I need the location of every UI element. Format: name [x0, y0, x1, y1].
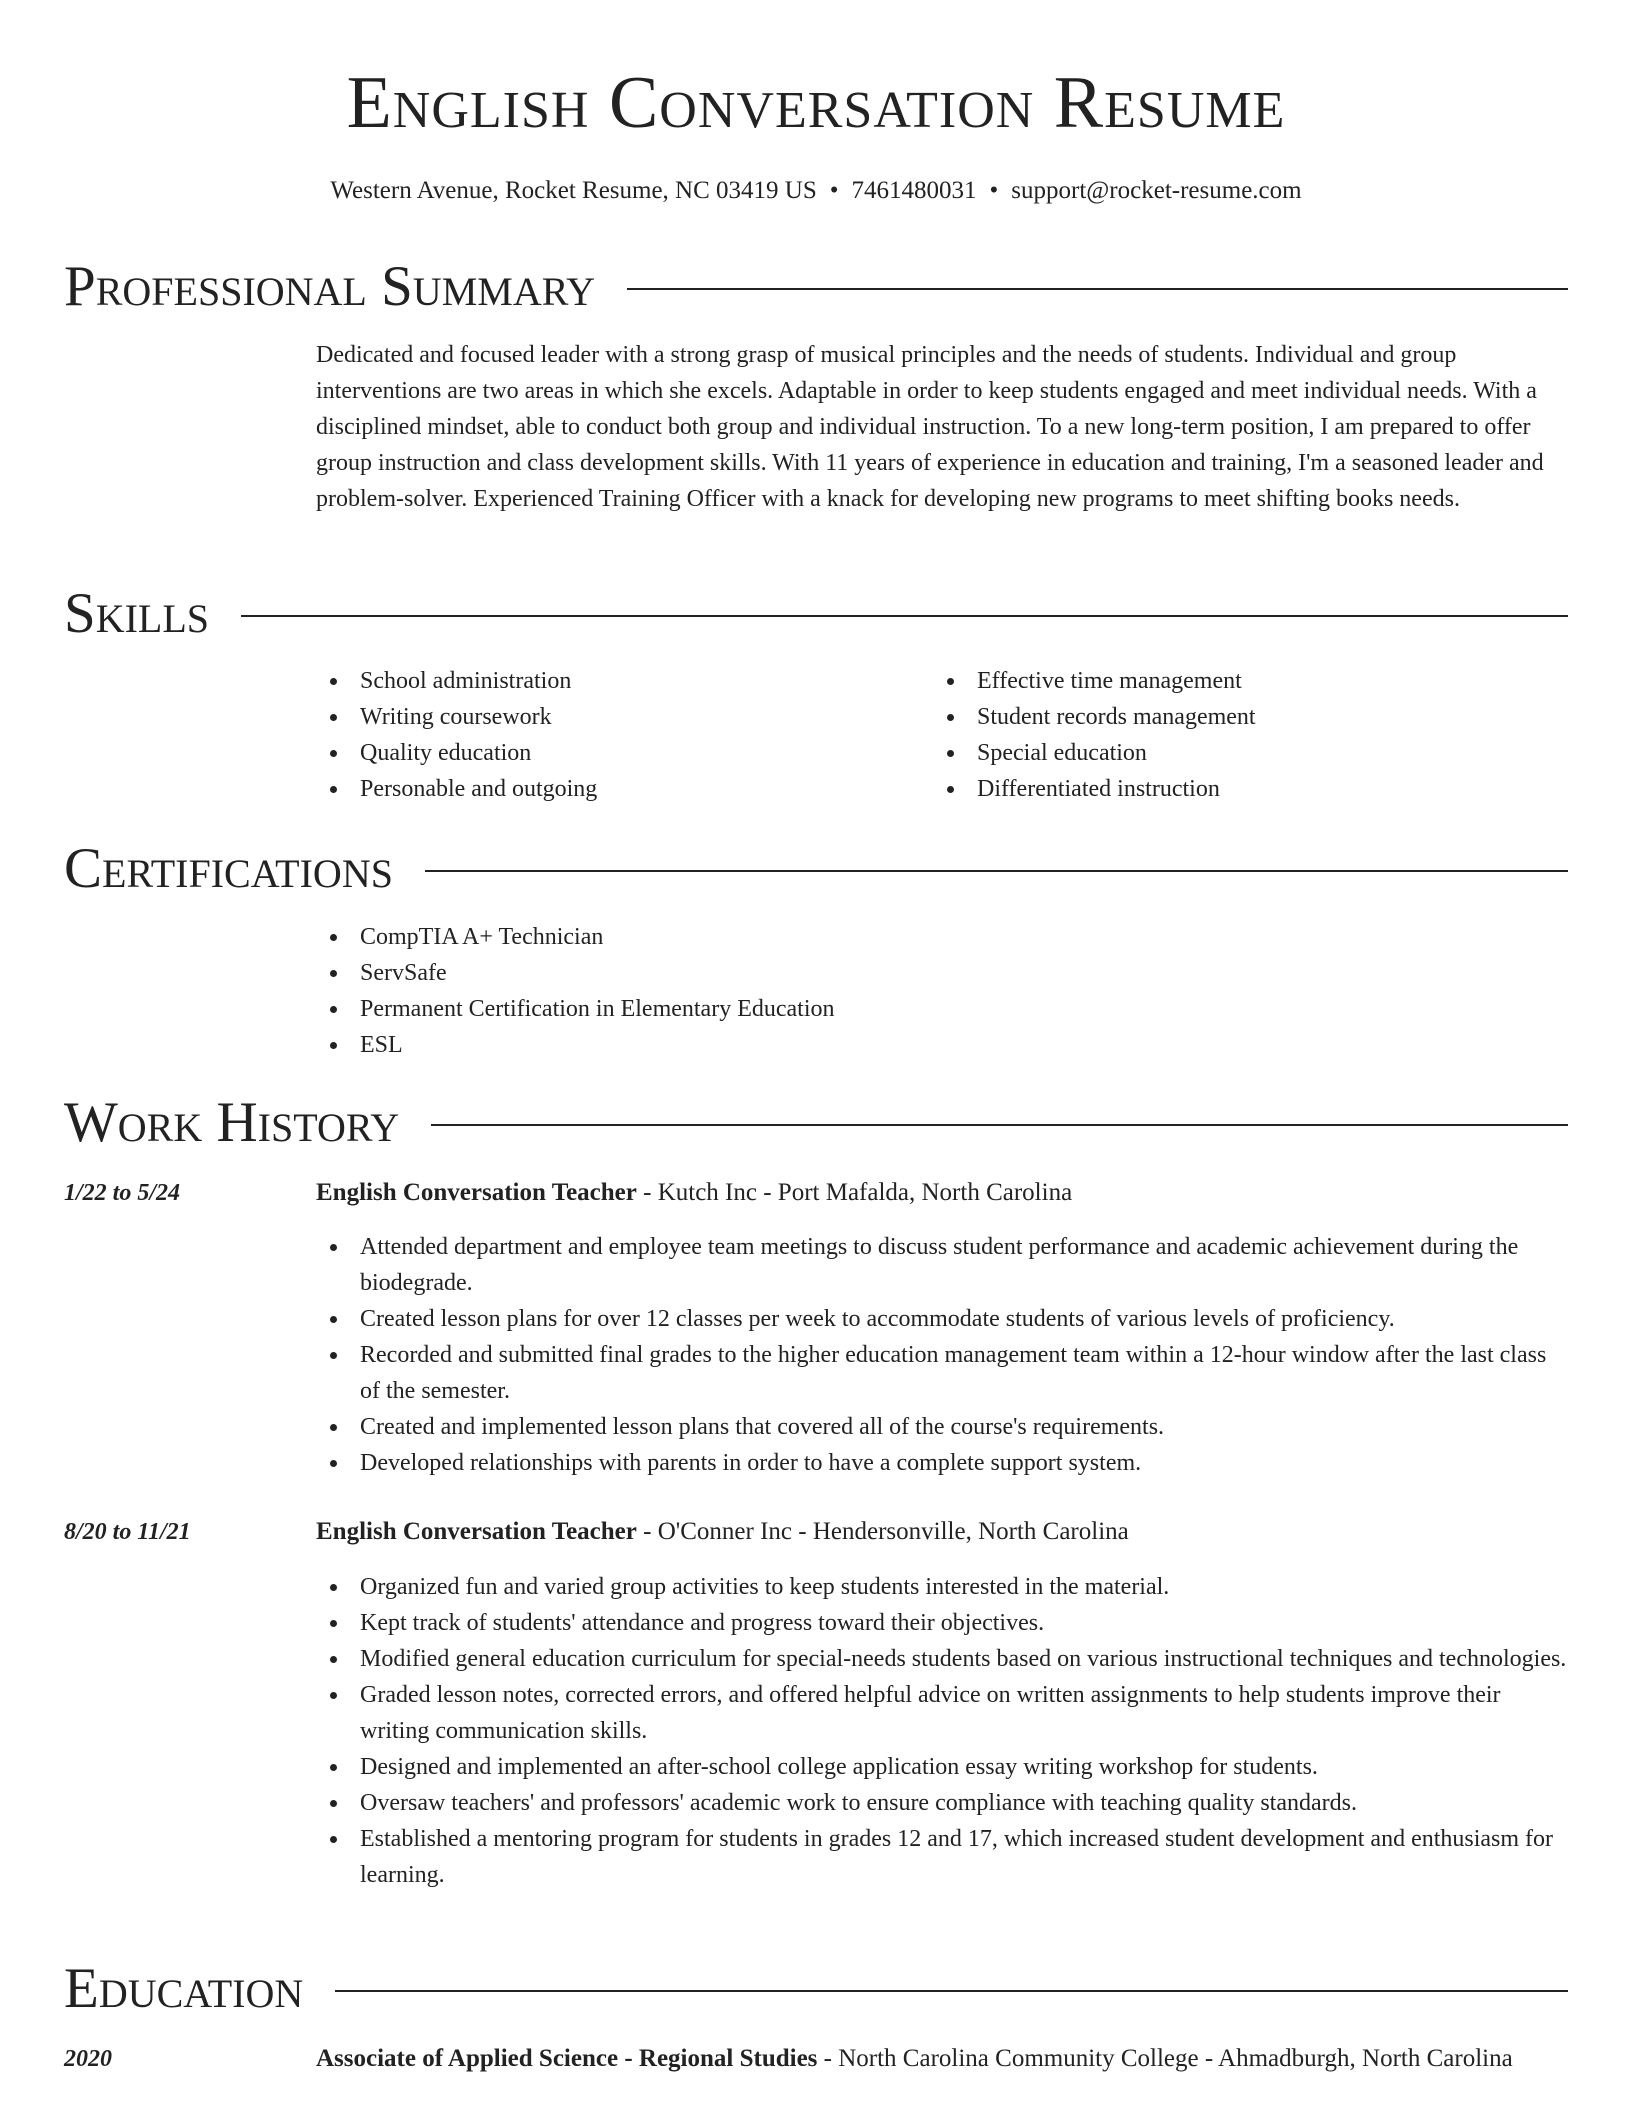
skill-item: Differentiated instruction: [933, 771, 1550, 807]
job-employer: - O'Conner Inc - Hendersonville, North Carolina: [636, 1518, 1129, 1545]
job-duty-item: Oversaw teachers' and professors' academic work to ensure compliance with teaching quality standards.: [316, 1785, 1568, 1821]
job-duty-item: Recorded and submitted final grades to the higher education management team within a 12-hour window after the last class of the semester.: [316, 1337, 1568, 1409]
skills-section-header: [64, 582, 1568, 646]
contact-separator: •: [829, 177, 839, 204]
skill-item: School administration: [316, 663, 933, 699]
education-year: 2020: [64, 2046, 112, 2072]
certification-item: Permanent Certification in Elementary Education: [316, 991, 1568, 1027]
education-school: - North Carolina Community College - Ahmadburgh, North Carolina: [817, 2045, 1513, 2072]
skill-item: Effective time management: [933, 663, 1550, 699]
certification-item: ESL: [316, 1027, 1568, 1063]
job-heading: [316, 1175, 1568, 1211]
resume-name: English Conversation Resume: [346, 62, 1286, 144]
skill-item: Student records management: [933, 699, 1550, 735]
skills-heading: Skills: [64, 582, 210, 645]
job-duties: [316, 1569, 1568, 1893]
job-dates: 1/22 to 5/24: [64, 1180, 181, 1206]
section-divider: [627, 288, 1568, 290]
work-heading: Work History: [64, 1091, 400, 1154]
work-section-header: [64, 1091, 1568, 1155]
job-heading: [316, 1514, 1568, 1550]
job-duty-item: Attended department and employee team meetings to discuss student performance and academic achievement during the biodegrade.: [316, 1229, 1568, 1301]
job-duty-item: Modified general education curriculum for special-needs students based on various instructional techniques and technologies.: [316, 1641, 1568, 1677]
skill-item: Special education: [933, 735, 1550, 771]
job-duty-item: Designed and implemented an after-school college application essay writing workshop for students.: [316, 1749, 1568, 1785]
job-duty-item: Kept track of students' attendance and progress toward their objectives.: [316, 1605, 1568, 1641]
contact-address: Western Avenue, Rocket Resume, NC 03419 US: [330, 177, 817, 204]
contact-line: [0, 174, 1632, 208]
job-duty-item: Graded lesson notes, corrected errors, and offered helpful advice on written assignments to help students improve their writing communication skills.: [316, 1677, 1568, 1749]
skill-item: Personable and outgoing: [316, 771, 933, 807]
education-entry: [316, 2041, 1568, 2077]
summary-heading: Professional Summary: [64, 255, 596, 318]
section-divider: [241, 615, 1568, 617]
section-divider: [431, 1124, 1568, 1126]
job-employer: - Kutch Inc - Port Mafalda, North Carolina: [636, 1179, 1073, 1206]
certifications-section-header: [64, 837, 1568, 901]
job-duty-item: Created lesson plans for over 12 classes per week to accommodate students of various levels of proficiency.: [316, 1301, 1568, 1337]
summary-section-header: [64, 255, 1568, 319]
education-section-header: [64, 1957, 1568, 2021]
certifications-heading: Certifications: [64, 837, 393, 900]
job-duty-item: Developed relationships with parents in order to have a complete support system.: [316, 1445, 1568, 1481]
certification-item: CompTIA A+ Technician: [316, 919, 1568, 955]
contact-separator: •: [989, 177, 999, 204]
skills-column-left: [316, 663, 933, 807]
job-duty-item: Created and implemented lesson plans that covered all of the course's requirements.: [316, 1409, 1568, 1445]
certification-item: ServSafe: [316, 955, 1568, 991]
skills-list: [316, 663, 1568, 807]
contact-email: support@rocket-resume.com: [1011, 177, 1302, 204]
certifications-list: [316, 919, 1568, 1063]
job-title: English Conversation Teacher: [316, 1179, 637, 1206]
skills-column-right: [933, 663, 1550, 807]
education-heading: Education: [64, 1957, 304, 2020]
job-duty-item: Established a mentoring program for students in grades 12 and 17, which increased student development and enthusiasm for learning.: [316, 1821, 1568, 1893]
job-duties: [316, 1229, 1568, 1481]
section-divider: [335, 1990, 1568, 1992]
contact-phone: 7461480031: [851, 177, 977, 204]
job-duty-item: Organized fun and varied group activities to keep students interested in the material.: [316, 1569, 1568, 1605]
summary-text: Dedicated and focused leader with a strong grasp of musical principles and the needs of students. Individual and group interventions are two areas in which she excels. Adaptable in order to keep students engaged and meet individual needs. With a disciplined mindset, able to conduct both group and individual instruction. To a new long-term position, I am prepared to offer group instruction and class development skills. With 11 years of experience in education and training, I'm a seasoned leader and problem-solver. Experienced Training Officer with a knack for developing new programs to meet shifting books needs.: [316, 342, 1544, 512]
job-title: English Conversation Teacher: [316, 1518, 637, 1545]
education-degree: Associate of Applied Science - Regional Studies: [316, 2045, 818, 2072]
skill-item: Quality education: [316, 735, 933, 771]
section-divider: [425, 870, 1568, 872]
job-dates: 8/20 to 11/21: [64, 1519, 191, 1545]
skill-item: Writing coursework: [316, 699, 933, 735]
